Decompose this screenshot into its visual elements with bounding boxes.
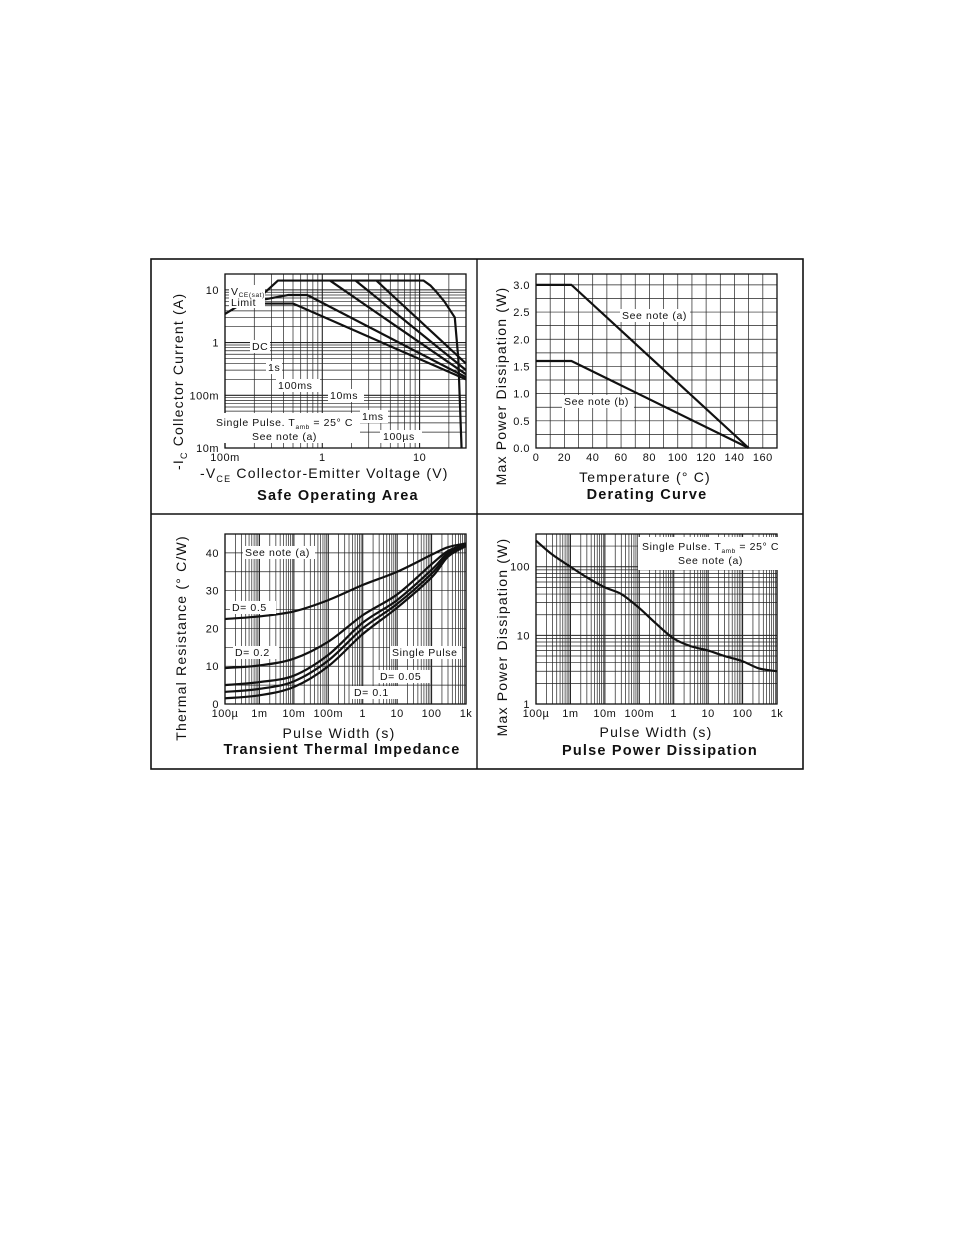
y-tick-label: 10 [205,661,219,674]
thermal-y-axis-label: Thermal Resistance (° C/W) [173,535,189,741]
thermal-title: Transient Thermal Impedance [223,742,461,758]
y-tick-label: 0 [212,699,219,711]
y-tick-label: 0.0 [513,443,530,455]
x-tick-label: 0 [532,452,540,464]
soa-single-pulse-label: Single Pulse. $T_{amb} = 25^\circ$ C [216,417,354,431]
soa-10ms-label: 10ms [330,390,359,402]
y-tick-label: 100 [510,561,530,574]
y-tick-label: 2.5 [513,307,530,320]
soa-1ms-label: 1ms [362,411,384,423]
y-tick-label: 10m [196,443,219,455]
pulse-single-pulse-label: Single Pulse. $T_{amb} = 25^\circ$ C [642,541,780,555]
x-tick-label: 100 [421,708,442,720]
y-tick-label: 3.0 [513,279,530,292]
thermal-d05-label: D= 0.5 [232,602,267,614]
safe-operating-area-chart [170,274,466,504]
x-tick-label: 100 [732,708,753,720]
derating-note-a-label: See note (a) [622,310,687,322]
soa-vce-limit-label: VCE(sat) [231,286,265,299]
y-tick-label: 20 [205,623,219,636]
pulse-title: Pulse Power Dissipation [561,743,759,759]
soa-y-axis-label: $-I_C$ Collector Current (A) [170,292,189,470]
derating-note-b-label: See note (b) [564,396,629,408]
y-tick-label: 1 [523,699,530,711]
x-tick-label: 60 [614,452,628,464]
x-tick-label: 1m [251,708,268,720]
x-tick-label: 1 [318,452,326,464]
derating-tick-labels [513,280,773,464]
y-tick-label: 30 [205,585,219,598]
x-tick-label: 10m [282,708,306,720]
pulse-y-axis-label: Max Power Dissipation (W) [494,537,510,737]
x-tick-label: 10m [593,708,617,720]
y-tick-label: 10 [205,284,219,297]
soa-100us-label: 100µs [383,431,415,443]
x-tick-label: 120 [696,452,717,464]
soa-1s-label: 1s [268,362,281,374]
x-tick-label: 1k [770,708,784,720]
x-tick-label: 10 [701,708,715,720]
thermal-single-pulse-label: Single Pulse [392,647,458,659]
y-tick-label: 1 [212,337,219,350]
x-tick-label: 20 [557,452,571,464]
y-tick-label: 0.5 [513,415,530,428]
transient-thermal-impedance-chart [173,534,472,758]
y-tick-label: 2.0 [513,334,530,347]
soa-100ms-label: 100ms [278,380,313,392]
x-tick-label: 160 [752,452,773,464]
x-tick-label: 140 [724,452,745,464]
soa-note-label: See note (a) [252,431,317,443]
y-tick-label: 1.0 [513,388,530,401]
y-tick-label: 40 [205,547,219,560]
x-tick-label: 100m [624,708,655,720]
x-tick-label: 10 [390,708,404,720]
derating-title: Derating Curve [586,487,708,503]
x-tick-label: 10 [412,452,427,464]
derating-curve-chart [493,274,777,503]
y-tick-label: 10 [516,630,530,643]
thermal-d02-label: D= 0.2 [235,647,270,659]
x-tick-label: 100 [667,452,688,464]
thermal-x-axis-label: Pulse Width (s) [282,725,396,741]
x-tick-label: 100m [313,708,344,720]
x-tick-label: 1k [459,708,473,720]
x-tick-label: 40 [586,452,600,464]
x-tick-label: 80 [642,452,657,464]
derating-y-axis-label: Max Power Dissipation (W) [493,286,509,486]
x-tick-label: 1m [562,708,579,720]
pulse-x-axis-label: Pulse Width (s) [599,724,713,740]
soa-dc-label: DC [252,341,269,353]
thermal-note-label: See note (a) [245,547,310,559]
thermal-d005-label: D= 0.05 [380,671,422,683]
x-tick-label: 1 [670,708,678,720]
pulse-note-label: See note (a) [678,555,743,567]
x-tick-label: 100µ [522,708,550,720]
x-tick-label: 100µ [211,708,239,720]
pulse-power-dissipation-chart [494,534,783,759]
x-tick-label: 1 [359,708,367,720]
soa-title: Safe Operating Area [257,488,419,504]
soa-x-axis-label: $-V_{CE}$ Collector-Emitter Voltage (V) [200,465,449,484]
x-tick-label: 100m [210,452,240,464]
derating-x-axis-label: Temperature (° C) [579,469,711,485]
y-tick-label: 100m [189,390,219,403]
y-tick-label: 1.5 [513,361,530,374]
soa-limit-label: Limit [231,297,257,309]
thermal-d01-label: D= 0.1 [354,687,389,699]
